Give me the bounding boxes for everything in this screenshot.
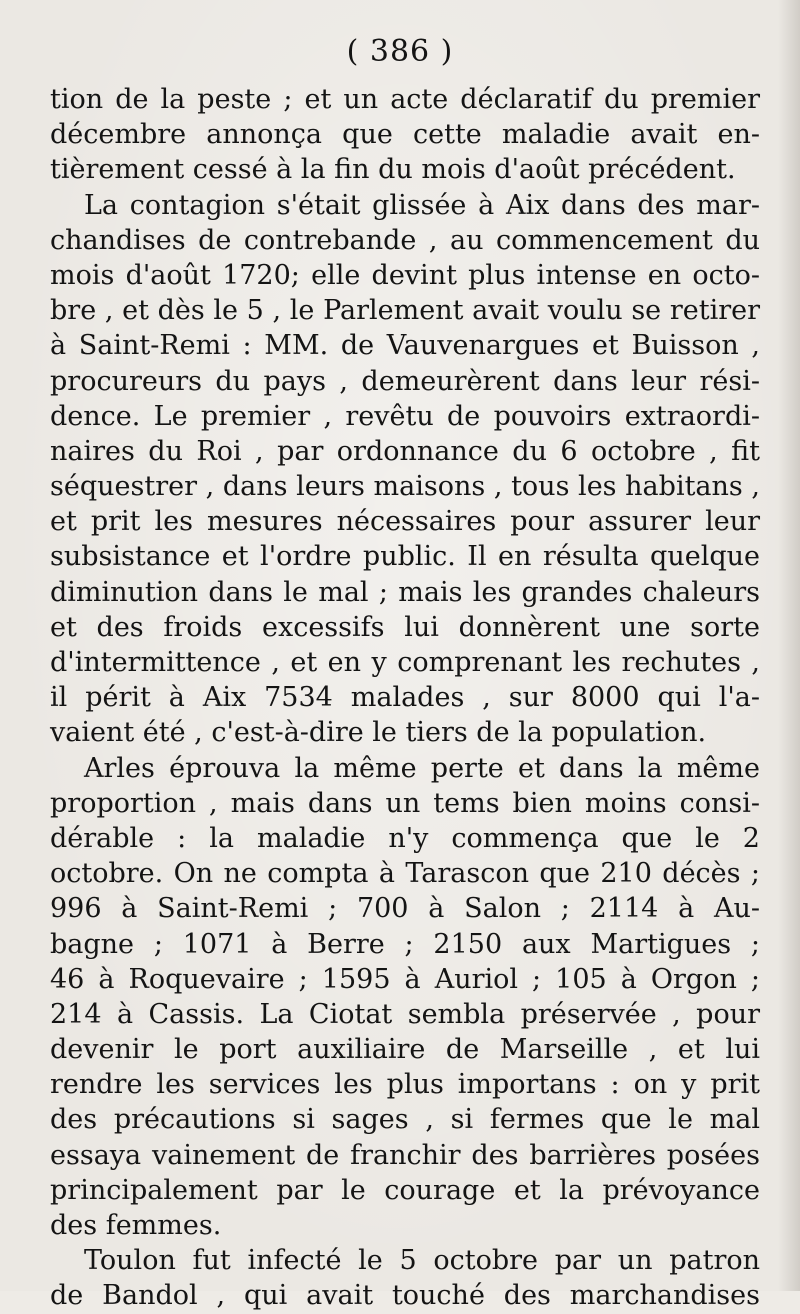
text-line: 46 à Roquevaire ; 1595 à Auriol ; 105 à Orgon ; xyxy=(50,963,760,995)
text-line: vaient été , c'est-à-dire le tiers de la population. xyxy=(50,717,707,749)
text-line: tièrement cessé à la fin du mois d'août précédent. xyxy=(50,154,736,186)
text-line: La contagion s'était glissée à Aix dans des mar- xyxy=(84,189,760,221)
text-line: bagne ; 1071 à Berre ; 2150 aux Martigues ; xyxy=(50,928,760,960)
text-line: devenir le port auxiliaire de Marseille , et lui xyxy=(50,1034,760,1066)
text-line: mois d'août 1720; elle devint plus intense en octo- xyxy=(50,259,760,291)
text-line: chandises de contrebande , au commencement du xyxy=(50,224,760,256)
text-line: des précautions si sages , si fermes que le mal xyxy=(50,1104,760,1136)
text-line: d'intermittence , et en y comprenant les rechutes , xyxy=(50,647,760,678)
text-line: essaya vainement de franchir des barrières posées xyxy=(50,1139,760,1171)
text-line: décembre annonça que cette maladie avait en- xyxy=(50,119,760,151)
text-line: naires du Roi , par ordonnance du 6 octobre , fit xyxy=(50,435,760,467)
page-edge-shadow xyxy=(778,0,800,1291)
text-line: Arles éprouva la même perte et dans la même xyxy=(84,752,760,784)
text-line: dence. Le premier , revêtu de pouvoirs extraordi- xyxy=(50,400,760,432)
text-line: Toulon fut infecté le 5 octobre par un patron xyxy=(84,1245,760,1277)
text-line: 214 à Cassis. La Ciotat sembla préservée , pour xyxy=(50,998,760,1030)
text-line: de Bandol , qui avait touché des marchandises xyxy=(50,1280,760,1312)
text-line: principalement par le courage et la prévoyance xyxy=(50,1174,760,1206)
body-text xyxy=(50,82,760,1314)
text-line: 996 à Saint-Remi ; 700 à Salon ; 2114 à Au- xyxy=(50,893,760,925)
text-line: et des froids excessifs lui donnèrent une sorte xyxy=(50,611,760,643)
text-line: proportion , mais dans un tems bien moins consi- xyxy=(50,787,760,819)
text-line: diminution dans le mal ; mais les grandes chaleurs xyxy=(50,576,760,608)
text-line: à Saint-Remi : MM. de Vauvenargues et Buisson , xyxy=(50,330,760,362)
text-line: rendre les services les plus importans : on y prit xyxy=(50,1069,760,1101)
text-line: subsistance et l'ordre public. Il en résulta quelque xyxy=(50,541,760,573)
text-line: des femmes. xyxy=(50,1210,222,1241)
text-line: dérable : la maladie n'y commença que le 2 xyxy=(50,822,760,854)
page-number: ( 386 ) xyxy=(346,34,454,69)
text-line: octobre. On ne compta à Tarascon que 210 décès ; xyxy=(50,858,760,890)
text-line: séquestrer , dans leurs maisons , tous les habitans , xyxy=(50,471,760,503)
text-line: il périt à Aix 7534 malades , sur 8000 qui l'a- xyxy=(50,682,760,714)
text-line: et prit les mesures nécessaires pour assurer leur xyxy=(50,506,760,538)
text-line: bre , et dès le 5 , le Parlement avait voulu se retirer xyxy=(50,295,760,327)
text-line: tion de la peste ; et un acte déclaratif du premier xyxy=(50,84,760,115)
text-line: procureurs du pays , demeurèrent dans leur rési- xyxy=(50,365,760,397)
